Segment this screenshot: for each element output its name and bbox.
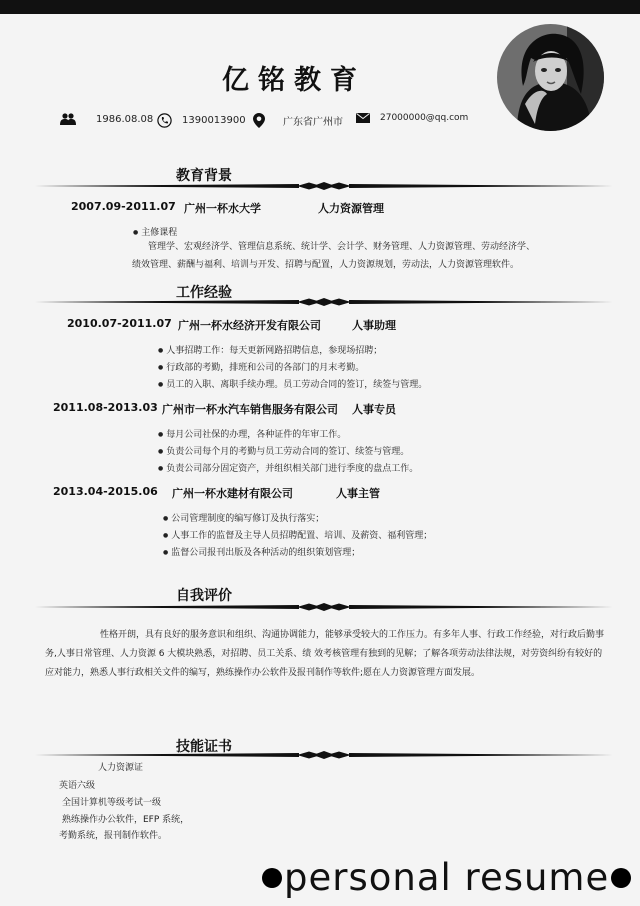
skill-item: 熟练操作办公软件，EFP 系统， [62,815,190,825]
job-3-item: ● 公司管理制度的编写修订及执行落实； [163,511,324,524]
footer-dot [611,868,631,888]
section-divider [35,600,613,614]
job-2-item: ● 负责公司每个月的考勤与员工劳动合同的签订、续签与管理。 [158,444,409,457]
skill-item: 人力资源证 [98,763,144,773]
job-3-company: 广州一杯水建材有限公司 [172,487,293,500]
job-2-role: 人事专员 [352,403,396,416]
people-icon [60,113,76,125]
footer-dot [262,868,282,888]
job-1-item: ● 员工的入职、离职手续办理。员工劳动合同的签订，续签与管理。 [158,377,427,390]
job-1-item: ● 人事招聘工作：每天更新网路招聘信息，参现场招聘； [158,343,382,356]
job-1-item: ● 行政部的考勤，排班和公司的各部门的月末考勤。 [158,360,364,373]
job-1-period: 2010.07-2011.07 [67,317,172,330]
footer-text: personal resume [284,856,610,899]
contact-phone [157,113,246,128]
job-2-item: ● 负责公司部分固定资产，并组织相关部门进行季度的盘点工作。 [158,461,418,474]
job-2-period: 2011.08-2013.03 [53,401,158,414]
contact-email [356,113,468,123]
section-title-skills: 技能证书 [176,739,232,755]
location-pin-icon [253,113,265,128]
section-title-work: 工作经验 [176,285,232,301]
course-label: ● 主修课程 [133,225,177,238]
phone-icon [157,113,172,128]
job-2-company: 广州市一杯水汽车销售服务有限公司 [162,403,338,416]
job-1-role: 人事助理 [352,319,396,332]
job-3-item: ● 人事工作的监督及主导人员招聘配置、培训、及薪资、福利管理； [163,528,432,541]
job-1-company: 广州一杯水经济开发有限公司 [178,319,321,332]
portrait-icon [497,24,604,131]
envelope-icon [356,113,370,123]
avatar [497,24,604,131]
section-divider [35,295,613,309]
resume-name: 亿铭教育 [222,65,366,96]
section-title-education: 教育背景 [176,168,232,184]
skill-item: 英语六级 [59,781,96,791]
skill-item: 全国计算机等级考试一级 [62,798,162,808]
contact-birth [60,113,153,125]
job-3-role: 人事主管 [336,487,380,500]
edu-school: 广州一杯水大学 [184,202,261,215]
location: 广东省广州市 [283,117,343,128]
edu-period: 2007.09-2011.07 [71,200,176,213]
section-title-self: 自我评价 [176,588,232,604]
job-2-item: ● 每月公司社保的办理，各种证件的年审工作。 [158,427,346,440]
courses-line-2: 绩效管理、薪酬与福利、培训与开发、招聘与配置，人力资源规划，劳动法，人力资源管理软件。 [132,260,520,270]
phone-number: 1390013900 [182,115,246,126]
email: 27000000@qq.com [380,113,469,123]
job-3-item: ● 监督公司报刊出版及各种活动的组织策划管理； [163,545,360,558]
edu-major: 人力资源管理 [318,202,384,215]
section-divider [35,179,613,193]
courses-line-1: 管理学、宏观经济学、管理信息系统、统计学、会计学、财务管理、人力资源管理、劳动经济学、 [148,242,536,252]
top-bar [0,0,640,14]
skill-item: 考勤系统，报刊制作软件。 [59,831,168,841]
job-3-period: 2013.04-2015.06 [53,485,158,498]
contact-location [253,113,343,128]
footer-banner [262,856,631,900]
birth-date: 1986.08.08 [96,113,154,125]
self-evaluation: 性格开朗，具有良好的服务意识和组织、沟通协调能力，能够承受较大的工作压力。有多年人事、行政工作经验，对行政后勤事务,人事日常管理、人力资源 6 大模块熟悉，对招聘、员工关系、绩 效考核管理有独到的见解；了解各项劳动法律法规，对劳资纠纷有较好的应对能力，熟悉人事行政相关文件的编写，熟练操作办公软件及报刊制作等软件;愿在人力资源管理方面发展。 [45,630,605,678]
